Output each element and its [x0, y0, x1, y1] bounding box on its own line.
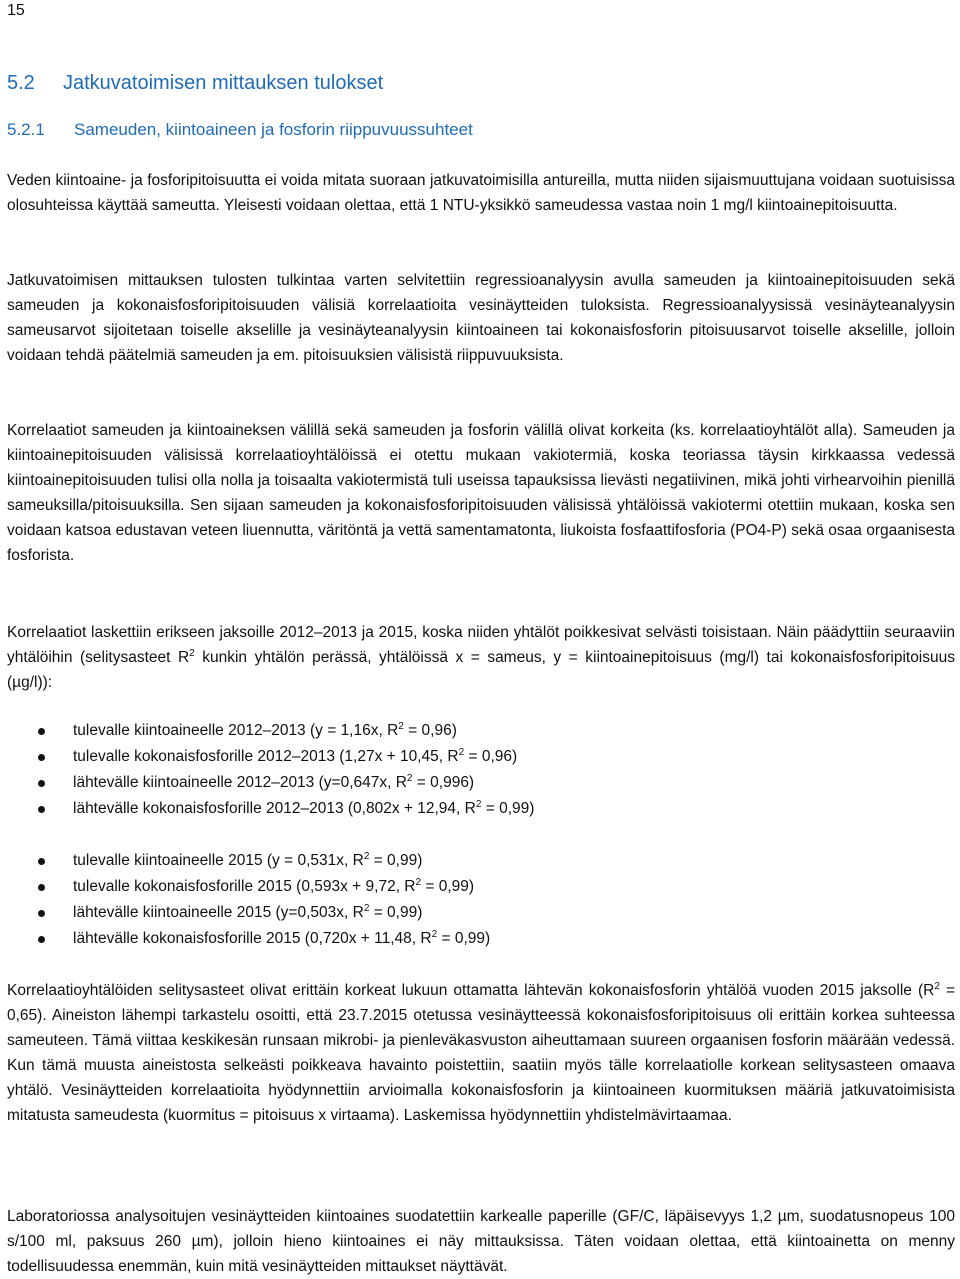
equation-list-2012: [7, 718, 955, 822]
paragraph-periods-part1: Korrelaatiot laskettiin erikseen jaksoille 2012–2013 ja 2015, koska niiden yhtälöt poikkesivat selvästi toisistaan. Näin päädyttiin seuraaviin yhtälöihin (selitysasteet R: [7, 624, 955, 666]
paragraph-periods-part2: kunkin yhtälön perässä, yhtälöissä x = sameus, y = kiintoainepitoisuus (mg/l) tai kokonaisfosforipitoisuus (µg/l)):: [7, 649, 955, 691]
paragraph-correlations: Korrelaatiot sameuden ja kiintoaineksen välillä sekä sameuden ja fosforin välillä olivat korkeita (ks. korrelaatioyhtälöt alla). Sameuden ja kiintoainepitoisuuden välisissä korrelaatioyhtälöissä ei otettu mukaan vakiotermiä, koska teoriassa täysin kirkkaassa vedessä kiintoainepitoisuuden tulisi olla nolla ja toisaalta vakiotermistä tuli useissa tapauksissa lievästi negatiivinen, mikä johti virhearvoihin pienillä sameuksilla/pitoisuuksilla. Sen sijaan sameuden ja kokonaisfosforipitoisuuden välisissä yhtälöissä vakiotermi otettiin mukaan, koska sen voidaan katsoa edustavan veteen liuennutta, väritöntä ja vettä samentamatonta, liukoista fosfaattifosforia (PO4-P) sekä osaa orgaanisesta fosforista.: [7, 422, 955, 564]
list-item: lähtevälle kokonaisfosforille 2015 (0,720x + 11,48, $R^2 = 0,99$): [7, 926, 955, 952]
superscript: 2: [934, 980, 940, 992]
list-item: tulevalle kiintoaineelle 2012–2013 (y = 1,16x, $R^2 = 0,96$): [7, 718, 955, 744]
section-number: 5.2: [7, 72, 35, 94]
list-item: tulevalle kokonaisfosforille 2012–2013 (1,27x + 10,45, $R^2 = 0,96$): [7, 744, 955, 770]
list-item: tulevalle kiintoaineelle 2015 (y = 0,531x, $R^2 = 0,99$): [7, 848, 955, 874]
bullet-icon: [38, 754, 45, 761]
bullet-icon: [38, 806, 45, 813]
list-item: lähtevälle kokonaisfosforille 2012–2013 (0,802x + 12,94, $R^2 = 0,99$): [7, 796, 955, 822]
paragraph-explained-part1: Korrelaatioyhtälöiden selitysasteet olivat erittäin korkeat lukuun ottamatta lähtevän kokonaisfosforin yhtälöä vuoden 2015 jaksolle (R: [7, 982, 935, 999]
paragraph-explained-variance: [7, 978, 955, 1128]
paragraph-regression: Jatkuvatoimisen mittauksen tulosten tulkintaa varten selvitettiin regressioanalyysin avulla sameuden ja kiintoainepitoisuuden sekä sameuden ja kokonaisfosforipitoisuuden välisiä korrelaatioita vesinäytteiden tuloksista. Regressioanalyysissä vesinäyteanalyysin sameusarvot sijoitetaan toiselle akselille ja vesinäyteanalyysin kiintoaineen tai kokonaisfosforin pitoisuusarvot toiselle akselille, jolloin voidaan tehdä päätelmiä sameuden ja em. pitoisuuksien välisistä riippuvuuksista.: [7, 272, 955, 364]
bullet-icon: [38, 910, 45, 917]
page-number: 15: [7, 2, 25, 19]
subsection-number: 5.2.1: [7, 120, 45, 139]
subsection-heading: [7, 120, 473, 140]
list-item: lähtevälle kiintoaineelle 2015 (y=0,503x, $R^2 = 0,99$): [7, 900, 955, 926]
list-item: tulevalle kokonaisfosforille 2015 (0,593x + 9,72, $R^2 = 0,99$): [7, 874, 955, 900]
paragraph-periods: [7, 620, 955, 695]
bullet-icon: [38, 884, 45, 891]
list-item: lähtevälle kiintoaineelle 2012–2013 (y=0,647x, $R^2 = 0,996$): [7, 770, 955, 796]
bullet-icon: [38, 936, 45, 943]
paragraph-intro: Veden kiintoaine- ja fosforipitoisuutta ei voida mitata suoraan jatkuvatoimisilla antureilla, mutta niiden sijaismuuttujana voidaan suotuisissa olosuhteissa käyttää sameutta. Yleisesti voidaan olettaa, että 1 NTU-yksikkö sameudessa vastaa noin 1 mg/l kiintoainepitoisuutta.: [7, 172, 955, 214]
subsection-title: Sameuden, kiintoaineen ja fosforin riippuvuussuhteet: [74, 120, 473, 139]
bullet-icon: [38, 780, 45, 787]
section-title: Jatkuvatoimisen mittauksen tulokset: [63, 72, 384, 94]
paragraph-explained-part2: = 0,65). Aineiston lähempi tarkastelu osoitti, että 23.7.2015 otetussa vesinäytteessä kokonaisfosforipitoisuus oli erittäin korkea suhteessa sameuteen. Tämä viittaa keskikesän runsaan mikrobi- ja pienleväkasvuston aiheuttamaan suureen orgaanisen fosforin määrään vedessä. Kun tämä muusta aineistosta selkeästi poikkeava havainto poistettiin, saatiin myös tälle korrelaatiolle korkean selitysasteen omaava yhtälö. Vesinäytteiden korrelaatioita hyödynnettiin arvioimalla kokonaisfosforin ja kiintoaineen kuormituksen määriä jatkuvatoimisista mitatusta sameudesta (kuormitus = pitoisuus x virtaama). Laskemissa hyödynnettiin yhdistelmävirtaamaa.: [7, 982, 955, 1124]
equation-list-2015: [7, 848, 955, 952]
bullet-icon: [38, 728, 45, 735]
superscript: 2: [189, 647, 195, 659]
section-heading: [7, 72, 383, 95]
paragraph-laboratory: Laboratoriossa analysoitujen vesinäytteiden kiintoaines suodatettiin karkealle paperille (GF/C, läpäisevyys 1,2 µm, suodatusnopeus 100 s/100 ml, paksuus 260 µm), jolloin hieno kiintoaines ei näy mittauksissa. Täten voidaan olettaa, että kiintoainetta on menny todellisuudessa enemmän, kuin mitä vesinäytteiden mittaukset näyttävät.: [7, 1208, 955, 1275]
bullet-icon: [38, 858, 45, 865]
